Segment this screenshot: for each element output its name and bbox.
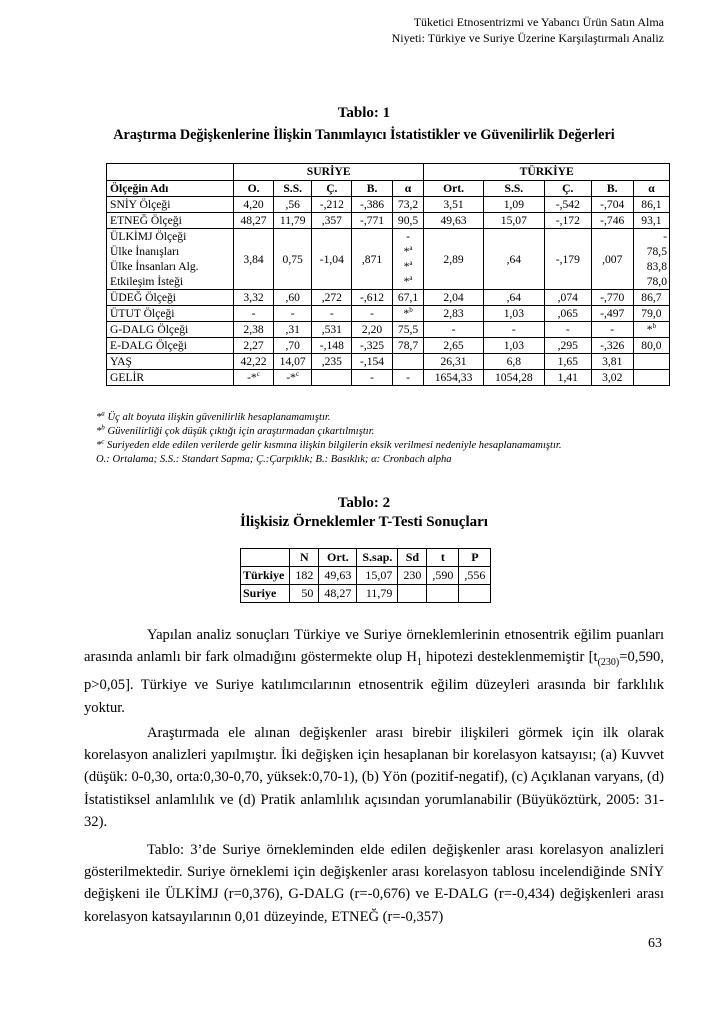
table-cell: 86,1 [633, 197, 669, 213]
alpha-mark: a [409, 274, 413, 283]
table-cell-value: ,074 [557, 291, 578, 304]
table-cell [352, 338, 392, 354]
table-cell [398, 585, 427, 603]
note-line [96, 425, 576, 439]
table-cell-value: * [646, 323, 653, 336]
row-name: Suriye [241, 585, 290, 603]
table-cell: 182 [290, 567, 319, 585]
table-cell [312, 290, 352, 306]
table-cell [545, 290, 592, 306]
table-cell [633, 354, 669, 370]
table-cell: 15,07 [483, 213, 544, 229]
column-header: S.sap. [357, 549, 398, 567]
alpha-line: - [663, 230, 667, 243]
table-cell-value: 1,03 [503, 339, 524, 352]
row-name-line: ÜLKİMJ Ölçeği [110, 230, 187, 243]
table-cell-value: 2,83 [443, 307, 464, 320]
table-cell [545, 354, 592, 370]
group-turkey: TÜRKİYE [424, 164, 670, 181]
table-cell-value: 1,03 [503, 307, 524, 320]
table-cell: ,64 [483, 229, 544, 290]
table-cell [274, 370, 312, 386]
table-cell-value: -* [286, 371, 296, 384]
table-cell [352, 290, 392, 306]
table-cell-value: -,325 [359, 339, 385, 352]
row-name: GELİR [107, 370, 234, 386]
column-header [241, 549, 290, 567]
table-cell-value: - [251, 307, 256, 320]
column-header: Sd [398, 549, 427, 567]
paragraph-1 [84, 624, 664, 719]
table-cell: 73,2 [392, 197, 424, 213]
table-cell [591, 354, 633, 370]
alpha-line: 78,5 [646, 245, 667, 258]
table-cell [312, 370, 352, 386]
table-row [107, 197, 670, 213]
note-sup: b [101, 423, 105, 432]
table-cell: 50 [290, 585, 319, 603]
table-cell: 93,1 [633, 213, 669, 229]
column-header: Ç. [545, 181, 592, 197]
table-cell: -,704 [591, 197, 633, 213]
table-cell: ,357 [312, 213, 352, 229]
table-cell-mark: c [295, 370, 300, 379]
table-row [241, 585, 491, 603]
paragraph-2 [84, 722, 664, 833]
table-cell-value: 6,8 [506, 355, 522, 368]
t-subscript: (230) [597, 657, 620, 669]
running-header-line1: Tüketici Etnosentrizmi ve Yabancı Ürün Satın Alma [413, 15, 664, 29]
descriptive-statistics-table [106, 163, 670, 386]
table-cell-value: 86,7 [641, 291, 662, 304]
alpha-mark: a [409, 244, 413, 253]
column-header: B. [352, 181, 392, 197]
table-cell-value: -,148 [319, 339, 344, 352]
table-cell-value: 3,81 [602, 355, 623, 368]
row-name: SNİY Ölçeği [107, 197, 234, 213]
table-cell [591, 290, 633, 306]
paragraph-1-text-a: Yapılan analiz sonuçları Türkiye ve Suriye örneklemlerinin etnosentrik eğilim puanları arasında anlamlı bir fark olmadığını göstermekte olup H [84, 627, 664, 666]
table-cell-value: 1,41 [557, 371, 578, 384]
running-header [392, 14, 664, 46]
table-cell-value: ,60 [285, 291, 300, 304]
table-cell [483, 354, 544, 370]
paragraph-3 [84, 839, 664, 928]
table-cell [424, 306, 483, 322]
alpha-value: * [403, 275, 410, 288]
table-row [107, 370, 670, 386]
table-cell [392, 354, 424, 370]
table-cell-value: ,065 [557, 307, 578, 320]
table-cell-value: 42,22 [240, 355, 267, 368]
table-cell-value: -,154 [359, 355, 385, 368]
table-row-ulkimj [107, 229, 670, 290]
table-cell [274, 354, 312, 370]
table-cell [591, 370, 633, 386]
table-cell: 15,07 [357, 567, 398, 585]
table-cell [233, 322, 273, 338]
note-line [96, 439, 576, 453]
alpha-line [395, 244, 422, 259]
table-cell-value: -,497 [600, 307, 625, 320]
table1-group-header-row [107, 164, 670, 181]
note-sup: c [101, 437, 105, 446]
paragraph-2-text: Araştırmada ele alınan değişkenler arası birebir ilişkileri görmek için ilk olarak korelasyon analizleri yapılmıştır. İki değişken için hesaplanan bir korelasyon katsayısı; (a) Kuvvet (düşük: 0-0,30, orta:0,30-0,70, yüksek:0,70-1), (b) Yön (pozitif-negatif), (c) Açıklanan varyans, (d) İstatistiksel anlamlılık ve (d) Pratik anlamlılık açısından yorumlanabilir (Büyüköztürk, 2005: 31-32). [84, 725, 664, 830]
table-cell [233, 354, 273, 370]
column-header: O. [233, 181, 273, 197]
table-cell-value: -,612 [359, 291, 385, 304]
table-cell [633, 322, 669, 338]
running-header-line2: Niyeti: Türkiye ve Suriye Üzerine Karşılaştırmalı Analiz [391, 31, 664, 45]
column-header: Ort. [319, 549, 357, 567]
row-name: E-DALG Ölçeği [107, 338, 234, 354]
table-cell: -1,04 [312, 229, 352, 290]
table1-header-row [107, 181, 670, 197]
column-header: α [392, 181, 424, 197]
table-row [107, 290, 670, 306]
table-cell: ,56 [274, 197, 312, 213]
table2-label: Tablo: 2 [337, 495, 391, 511]
table1-notes [96, 411, 576, 467]
column-header: Ölçeğin Adı [107, 181, 234, 197]
table-cell-mark: b [409, 306, 413, 315]
table-cell-value: -,326 [600, 339, 625, 352]
table1-label: Tablo: 1 [337, 105, 391, 121]
table-cell [591, 322, 633, 338]
table-cell [633, 306, 669, 322]
blank-cell [107, 164, 234, 181]
alpha-value: - [406, 230, 410, 243]
note-mark: * [96, 426, 102, 437]
row-name: ÜTUT Ölçeği [107, 306, 234, 322]
note-mark: * [96, 440, 102, 451]
table-cell [312, 322, 352, 338]
table-cell-value: - [451, 323, 456, 336]
table-row [107, 306, 670, 322]
table-cell-value: 75,5 [397, 323, 419, 336]
table-cell: -,179 [545, 229, 592, 290]
row-name: Türkiye [241, 567, 290, 585]
table-cell: 90,5 [392, 213, 424, 229]
table-cell-mark: c [256, 370, 260, 379]
note-text: Güvenilirliği çok düşük çıktığı için araştırmadan çıkartılmıştır. [104, 426, 375, 437]
alpha-line: 78,0 [646, 275, 667, 288]
table-cell: 48,27 [319, 585, 357, 603]
table-cell [392, 322, 424, 338]
table-cell [233, 338, 273, 354]
table-cell-value: 2,04 [443, 291, 464, 304]
t-test-table [240, 548, 491, 603]
table-cell-value: 1,65 [557, 355, 578, 368]
alpha-line [395, 259, 422, 274]
table-cell-value: 80,0 [641, 339, 662, 352]
table-cell [274, 290, 312, 306]
table-cell-value: - [511, 323, 516, 336]
paragraph-1-text-c: =0,590, p>0,05]. Türkiye ve Suriye katılımcılarının etnosentrik eğilim düzeyleri arasında bir farklılık yoktur. [84, 649, 664, 716]
table-cell: 2,89 [424, 229, 483, 290]
alpha-turkey-group [633, 229, 669, 290]
table-cell [352, 306, 392, 322]
table2-title: İlişkisiz Örneklemler T-Testi Sonuçları [240, 514, 488, 530]
table-cell-value: ,295 [557, 339, 578, 352]
table-cell: 0,75 [274, 229, 312, 290]
table-cell: 49,63 [424, 213, 483, 229]
table-cell [483, 370, 544, 386]
h1-subscript: 1 [416, 657, 422, 669]
table-cell [274, 338, 312, 354]
table-row [107, 322, 670, 338]
note-text: Üç alt boyuta ilişkin güvenilirlik hesaplanamamıştır. [104, 412, 331, 423]
table-cell-value: - [329, 307, 334, 320]
table-cell [312, 306, 352, 322]
table-cell-value: - [406, 371, 410, 384]
table-cell: -,212 [312, 197, 352, 213]
column-header: α [633, 181, 669, 197]
table-cell [312, 354, 352, 370]
alpha-line [395, 229, 422, 244]
paragraph-1-text-b: hipotezi desteklenmemiştir [t [421, 649, 598, 666]
table-cell: ,871 [352, 229, 392, 290]
table-cell-value: 2,27 [243, 339, 264, 352]
note-text: Suriyeden elde edilen verilerde gelir kısmına ilişkin bilgilerin eksik verilmesi nedeniyle hesaplanamamıştır. [104, 440, 562, 451]
table-cell [312, 338, 352, 354]
table-cell-value: ,70 [285, 339, 300, 352]
table-cell-value: - [370, 307, 374, 320]
table-cell-value: 79,0 [641, 307, 662, 320]
table-cell-value: 3,32 [243, 291, 264, 304]
table-cell [352, 354, 392, 370]
table-row [107, 354, 670, 370]
table-cell [392, 290, 424, 306]
alpha-line [395, 274, 422, 289]
column-header: B. [591, 181, 633, 197]
table-cell: -,172 [545, 213, 592, 229]
table-cell-value: ,272 [321, 291, 342, 304]
note-line [96, 411, 576, 425]
table-cell [424, 370, 483, 386]
table-cell-value: -* [247, 371, 257, 384]
table-cell [424, 338, 483, 354]
table-cell: 3,84 [233, 229, 273, 290]
table-cell [352, 322, 392, 338]
table-cell [427, 585, 459, 603]
table-cell-value: 1654,33 [434, 371, 473, 384]
alpha-line: 83,8 [646, 260, 667, 273]
table-cell [274, 306, 312, 322]
table-cell: 3,51 [424, 197, 483, 213]
table-cell: -,386 [352, 197, 392, 213]
table-cell [392, 306, 424, 322]
page-number: 63 [648, 936, 662, 951]
table-cell-value: -,770 [600, 291, 625, 304]
table-cell: -,542 [545, 197, 592, 213]
table-cell-value: - [290, 307, 295, 320]
table-cell [392, 370, 424, 386]
table-cell [633, 370, 669, 386]
table-cell: 48,27 [233, 213, 273, 229]
table-cell [352, 370, 392, 386]
alpha-value: * [403, 245, 410, 258]
column-header: Ç. [312, 181, 352, 197]
table-cell: 230 [398, 567, 427, 585]
table-cell: 4,20 [233, 197, 273, 213]
column-header: P [459, 549, 491, 567]
alpha-mark: a [409, 259, 413, 268]
note-sup: a [101, 409, 105, 418]
table-cell-value: 2,20 [361, 323, 383, 336]
table-cell-value: - [565, 323, 570, 336]
row-name: YAŞ [107, 354, 234, 370]
table-cell-value: 3,02 [602, 371, 623, 384]
table-cell: 11,79 [357, 585, 398, 603]
table-cell [483, 322, 544, 338]
row-name-line: Ülke İnanışları [110, 245, 180, 258]
row-name: G-DALG Ölçeği [107, 322, 234, 338]
table-cell: 11,79 [274, 213, 312, 229]
table-cell [424, 290, 483, 306]
table-cell [233, 306, 273, 322]
table-cell-value: 2,65 [443, 339, 464, 352]
row-name: ETNEĞ Ölçeği [107, 213, 234, 229]
table-cell-value: - [610, 323, 615, 336]
group-syria: SURİYE [233, 164, 423, 181]
table-cell: 1,09 [483, 197, 544, 213]
table-cell-value: ,64 [506, 291, 522, 304]
table-cell-value: 78,7 [397, 339, 419, 352]
table2-header-row [241, 549, 491, 567]
table-cell: ,007 [591, 229, 633, 290]
table-row [107, 338, 670, 354]
table-cell [545, 338, 592, 354]
row-name-group [107, 229, 234, 290]
table-cell-value: * [403, 307, 410, 320]
alpha-value: * [403, 260, 410, 273]
paragraph-3-text: Tablo: 3’de Suriye örnekleminden elde edilen değişkenler arası korelasyon analizleri gösterilmektedir. Suriye örneklemi için değişkenler arası korelasyon tablosu incelendiğinde SNİY değişkeni ile ÜLKİMJ (r=0,376), G-DALG (r=-0,676) ve E-DALG (r=-0,434) değişkenleri arası korelasyon katsayılarının 0,01 düzeyinde, ETNEĞ (r=-0,357) [84, 842, 664, 925]
row-name-line: Etkileşim İsteği [110, 275, 184, 288]
table-cell-value: 67,1 [397, 291, 419, 304]
note-mark: * [96, 412, 102, 423]
table-cell [424, 322, 483, 338]
table-cell-value: 14,07 [279, 355, 306, 368]
table-cell [392, 338, 424, 354]
column-header: t [427, 549, 459, 567]
table-row [241, 567, 491, 585]
column-header: N [290, 549, 319, 567]
table-cell [545, 322, 592, 338]
table-row [107, 213, 670, 229]
table-cell-value: ,235 [321, 355, 342, 368]
note-text: O.: Ortalama; S.S.: Standart Sapma; Ç.:Çarpıklık; B.: Basıklık; α: Cronbach alpha [96, 454, 452, 465]
note-line [96, 453, 576, 467]
table-cell [483, 290, 544, 306]
column-header: Ort. [424, 181, 483, 197]
table-cell [545, 370, 592, 386]
table-cell-value: ,531 [321, 323, 342, 336]
row-name: ÜDEĞ Ölçeği [107, 290, 234, 306]
table-cell [633, 338, 669, 354]
row-name-line: Ülke İnsanları Alg. [110, 260, 199, 273]
column-header: S.S. [274, 181, 312, 197]
table-cell [274, 322, 312, 338]
column-header: S.S. [483, 181, 544, 197]
table-cell-value: 1054,28 [495, 371, 533, 384]
table-cell-mark: b [652, 322, 657, 331]
table-cell-value: 26,31 [440, 355, 467, 368]
alpha-syria-group [392, 229, 424, 290]
table-cell-value: 2,38 [243, 323, 264, 336]
table-cell [483, 306, 544, 322]
table-cell: -,771 [352, 213, 392, 229]
table-cell: ,556 [459, 567, 491, 585]
table-cell [545, 306, 592, 322]
table-cell [233, 290, 273, 306]
table-cell-value: ,31 [285, 323, 300, 336]
table-cell [233, 370, 273, 386]
table1-title: Araştırma Değişkenlerine İlişkin Tanımlayıcı İstatistikler ve Güvenilirlik Değerleri [113, 127, 615, 143]
table-cell: -,746 [591, 213, 633, 229]
table-cell [633, 290, 669, 306]
table-cell: 49,63 [319, 567, 357, 585]
table-cell [483, 338, 544, 354]
table-cell [591, 338, 633, 354]
table-cell-value: - [370, 371, 374, 384]
table-cell [591, 306, 633, 322]
table-cell [424, 354, 483, 370]
table-cell [459, 585, 491, 603]
table-cell: ,590 [427, 567, 459, 585]
